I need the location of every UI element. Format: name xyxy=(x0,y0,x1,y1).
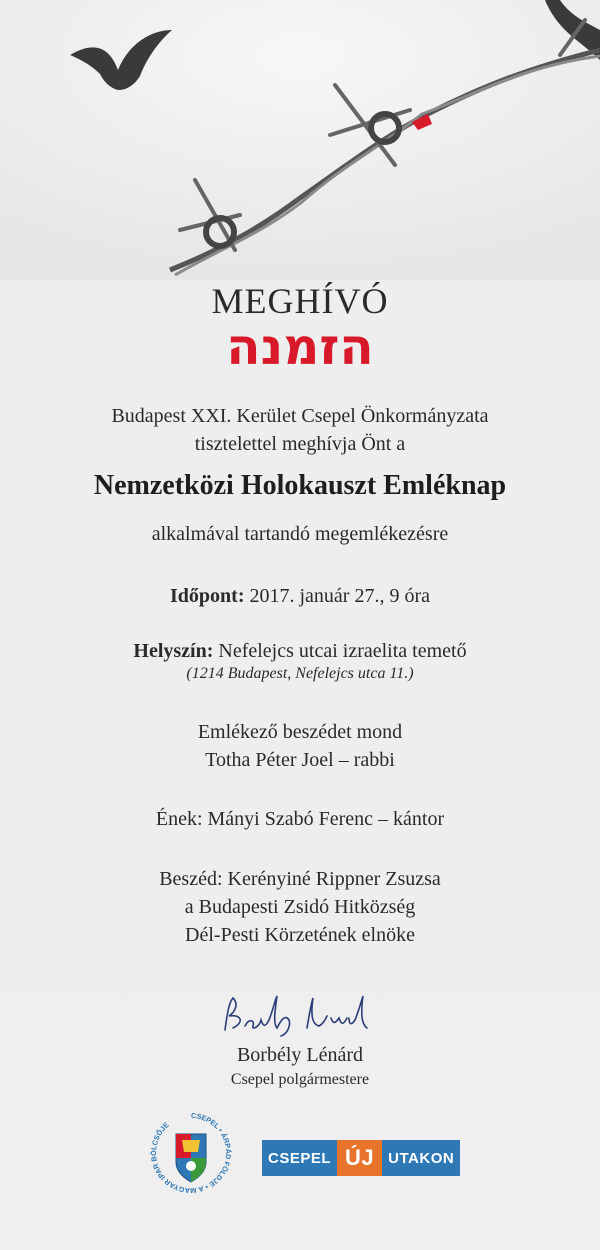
csepel-crest-logo xyxy=(148,1110,234,1200)
invitation-title: MEGHÍVÓ xyxy=(211,281,389,321)
occasion-text: alkalmával tartandó megemlékezésre xyxy=(151,523,449,545)
mayor-name: Borbély Lénárd xyxy=(236,1044,364,1066)
speech-block xyxy=(0,865,600,949)
intro-line-2: tisztelettel meghívja Önt a xyxy=(194,433,406,455)
speaker-line-2: Totha Péter Joel – rabbi xyxy=(205,749,395,771)
mayor-title: Csepel polgármestere xyxy=(230,1071,370,1088)
speech-line-1: Beszéd: Kerényiné Rippner Zsuzsa xyxy=(159,868,441,890)
place-value: Nefelejcs utcai izraelita temető xyxy=(218,640,467,662)
intro-line-1: Budapest XXI. Kerület Csepel Önkormányzata xyxy=(111,405,489,427)
handwritten-signature xyxy=(215,990,385,1040)
song-line: Ének: Mányi Szabó Ferenc – kántor xyxy=(155,808,445,830)
event-name: Nemzetközi Holokauszt Emléknap xyxy=(93,470,507,501)
time-value: 2017. január 27., 9 óra xyxy=(249,585,430,607)
place-line xyxy=(0,637,600,665)
speech-line-3: Dél-Pesti Körzetének elnöke xyxy=(185,924,415,946)
address-text: (1214 Budapest, Nefelejcs utca 11.) xyxy=(186,665,414,682)
csepel-uj-utakon-logo xyxy=(262,1140,460,1176)
logo-left-text: CSEPEL xyxy=(262,1140,337,1176)
logo-mid-text: ÚJ xyxy=(337,1140,382,1176)
time-line xyxy=(0,582,600,610)
speaker-line-1: Emlékező beszédet mond xyxy=(197,721,403,743)
hebrew-invitation-title: הזמנה xyxy=(226,318,374,376)
logo-right-text: UTAKON xyxy=(382,1140,460,1176)
place-label: Helyszín: xyxy=(133,640,214,662)
speech-line-2: a Budapesti Zsidó Hitközség xyxy=(184,896,416,918)
barbed-wire-bird-image xyxy=(0,0,600,280)
time-label: Időpont: xyxy=(170,585,245,607)
intro-text xyxy=(0,402,600,458)
speaker-block xyxy=(0,718,600,774)
crest-ring-text: CSEPEL • ÁRPÁD FÖLDJE • A MAGYAR IPAR BÖLCSŐJE xyxy=(148,1110,234,1196)
